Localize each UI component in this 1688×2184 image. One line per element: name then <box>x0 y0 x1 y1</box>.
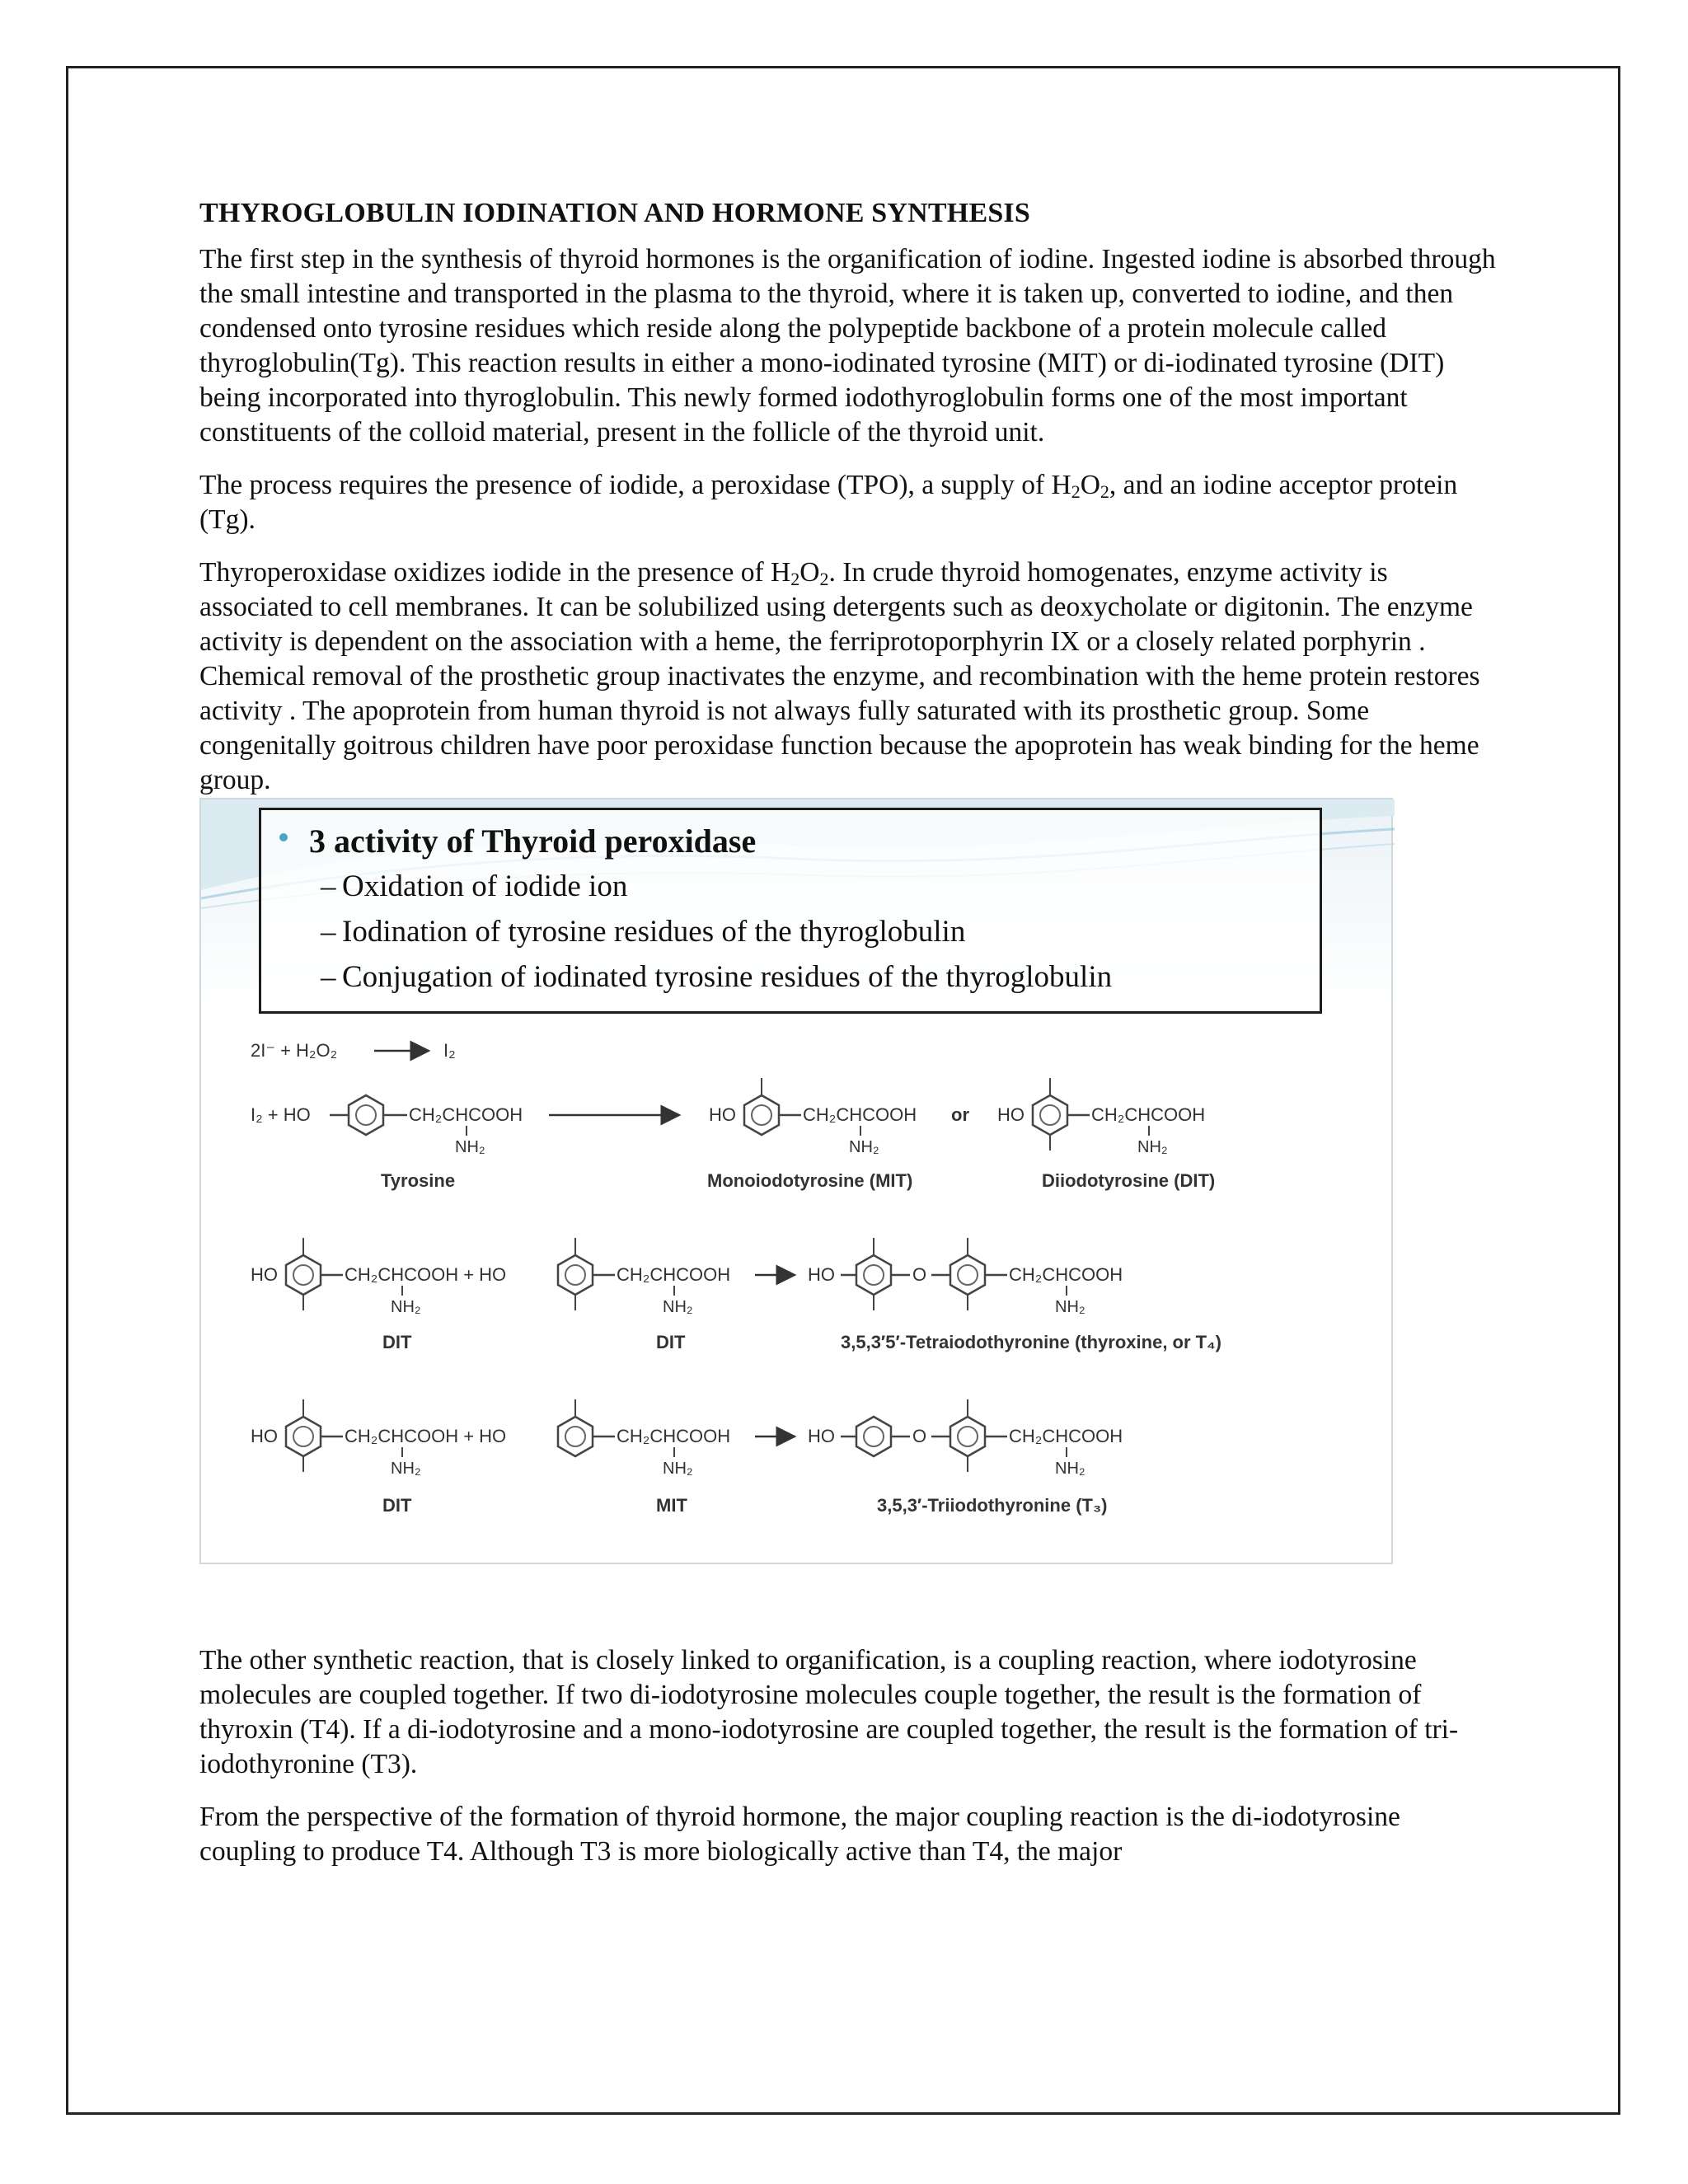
svg-text:NH₂: NH₂ <box>391 1460 421 1478</box>
svg-text:CH₂CHCOOH: CH₂CHCOOH <box>617 1426 731 1446</box>
paragraph-thyroperoxidase: Thyroperoxidase oxidizes iodide in the presence of $H_2O_2$. In crude thyroid homogenates, enzyme activity is associated to cell membranes. It can be solubilized using detergents such as deoxycholate or digitonin. The enzyme activity is dependent on the association with a heme, the ferriprotoporphyrin IX or a closely related porphyrin . Chemical removal of the prosthetic group inactivates the enzyme, and recombination with the heme protein restores activity . The apoprotein from human thyroid is not always fully saturated with its prosthetic group. Some congenitally goitrous children have poor peroxidase function because the apoprotein has weak binding for the heme group. <box>199 557 1480 795</box>
svg-text:CH₂CHCOOH: CH₂CHCOOH <box>1091 1104 1206 1125</box>
label-t4: 3,5,3′5′-Tetraiodothyronine (thyroxine, or T₄) <box>841 1332 1221 1352</box>
tyrosine-ring <box>349 1095 383 1135</box>
svg-text:NH₂: NH₂ <box>1055 1460 1085 1478</box>
label-mit: Monoiodotyrosine (MIT) <box>707 1170 913 1191</box>
page-title: THYROGLOBULIN IODINATION AND HORMONE SYNTHESIS <box>199 198 1030 228</box>
tpo-activity-title: 3 activity of Thyroid peroxidase <box>286 822 1295 860</box>
svg-text:NH₂: NH₂ <box>1137 1138 1168 1156</box>
iodine-plus-ho: I₂ + HO <box>251 1104 311 1125</box>
svg-text:CH₂CHCOOH: CH₂CHCOOH <box>803 1104 917 1125</box>
svg-text:O: O <box>912 1264 927 1285</box>
bullet-icon <box>279 833 288 841</box>
label-dit-2: DIT <box>656 1332 686 1352</box>
tpo-activity-box <box>259 808 1322 1014</box>
dit-ring <box>1033 1095 1067 1135</box>
svg-text:NH₂: NH₂ <box>1055 1298 1085 1316</box>
label-dit-3: DIT <box>382 1495 412 1516</box>
svg-text:CH₂CHCOOH + HO: CH₂CHCOOH + HO <box>345 1426 507 1446</box>
paragraph-coupling-reaction: The other synthetic reaction, that is closely linked to organification, is a coupling reaction, where iodotyrosine molecules are coupled together. If two di-iodotyrosine molecules couple together, the result is the formation of thyroxin (T4). If a di-iodotyrosine and a mono-iodotyrosine are coupled together, the result is the formation of tri-iodothyronine (T3). <box>199 1645 1459 1779</box>
document-body <box>199 198 1502 1887</box>
svg-text:NH₂: NH₂ <box>391 1298 421 1316</box>
chemical-reactions-diagram <box>251 1027 1339 1554</box>
tpo-activity-item-2: – Iodination of tyrosine residues of the thyroglobulin <box>321 915 966 949</box>
svg-text:NH₂: NH₂ <box>663 1460 693 1478</box>
svg-text:HO: HO <box>709 1104 736 1125</box>
svg-text:CH₂CHCOOH: CH₂CHCOOH <box>617 1264 731 1285</box>
svg-text:O: O <box>912 1426 927 1446</box>
tpo-figure <box>199 798 1393 1564</box>
reaction-oxidation-rhs: I₂ <box>443 1040 456 1061</box>
label-mit-2: MIT <box>656 1495 687 1516</box>
svg-text:HO: HO <box>997 1104 1025 1125</box>
paragraph-organification: The first step in the synthesis of thyroid hormones is the organification of iodine. Ingested iodine is absorbed through the small intestine and transported in the plasma to the thyroid, where it is taken up, converted to iodine, and then condensed onto tyrosine residues which reside along the polypeptide backbone of a protein molecule called thyroglobulin(Tg). This reaction results in either a mono-iodinated tyrosine (MIT) or di-iodinated tyrosine (DIT) being incorporated into thyroglobulin. This newly formed iodothyroglobulin forms one of the most important constituents of the colloid material, present in the follicle of the thyroid unit. <box>199 244 1496 448</box>
label-or: or <box>951 1104 969 1125</box>
svg-text:HO: HO <box>251 1264 278 1285</box>
svg-text:CH₂CHCOOH: CH₂CHCOOH <box>1009 1426 1123 1446</box>
svg-text:CH₂CHCOOH: CH₂CHCOOH <box>1009 1264 1123 1285</box>
tpo-activity-item-3: – Conjugation of iodinated tyrosine residues of the thyroglobulin <box>321 960 1113 994</box>
paragraph-process-requirements: The process requires the presence of iodide, a peroxidase (TPO), a supply of $H_2O_2$, and an iodine acceptor protein (Tg). <box>199 470 1458 535</box>
label-dit-1: DIT <box>382 1332 412 1352</box>
tyrosine-side-chain: CH₂CHCOOH <box>409 1104 523 1125</box>
label-dit: Diiodotyrosine (DIT) <box>1042 1170 1216 1191</box>
tyrosine-nh2: NH₂ <box>455 1138 485 1156</box>
svg-text:HO: HO <box>808 1426 835 1446</box>
svg-text:NH₂: NH₂ <box>849 1138 879 1156</box>
svg-text:HO: HO <box>808 1264 835 1285</box>
mit-ring <box>744 1095 779 1135</box>
tpo-activity-item-1: – Oxidation of iodide ion <box>321 869 628 903</box>
svg-text:HO: HO <box>251 1426 278 1446</box>
reaction-oxidation-lhs: 2I⁻ + H₂O₂ <box>251 1040 338 1061</box>
label-t3: 3,5,3′-Triiodothyronine (T₃) <box>877 1495 1108 1516</box>
svg-text:NH₂: NH₂ <box>663 1298 693 1316</box>
paragraph-major-coupling: From the perspective of the formation of thyroid hormone, the major coupling reaction is the di-iodotyrosine coupling to produce T4. Although T3 is more biologically active than T4, the major <box>199 1802 1400 1867</box>
svg-text:CH₂CHCOOH + HO: CH₂CHCOOH + HO <box>345 1264 507 1285</box>
label-tyrosine: Tyrosine <box>381 1170 456 1191</box>
